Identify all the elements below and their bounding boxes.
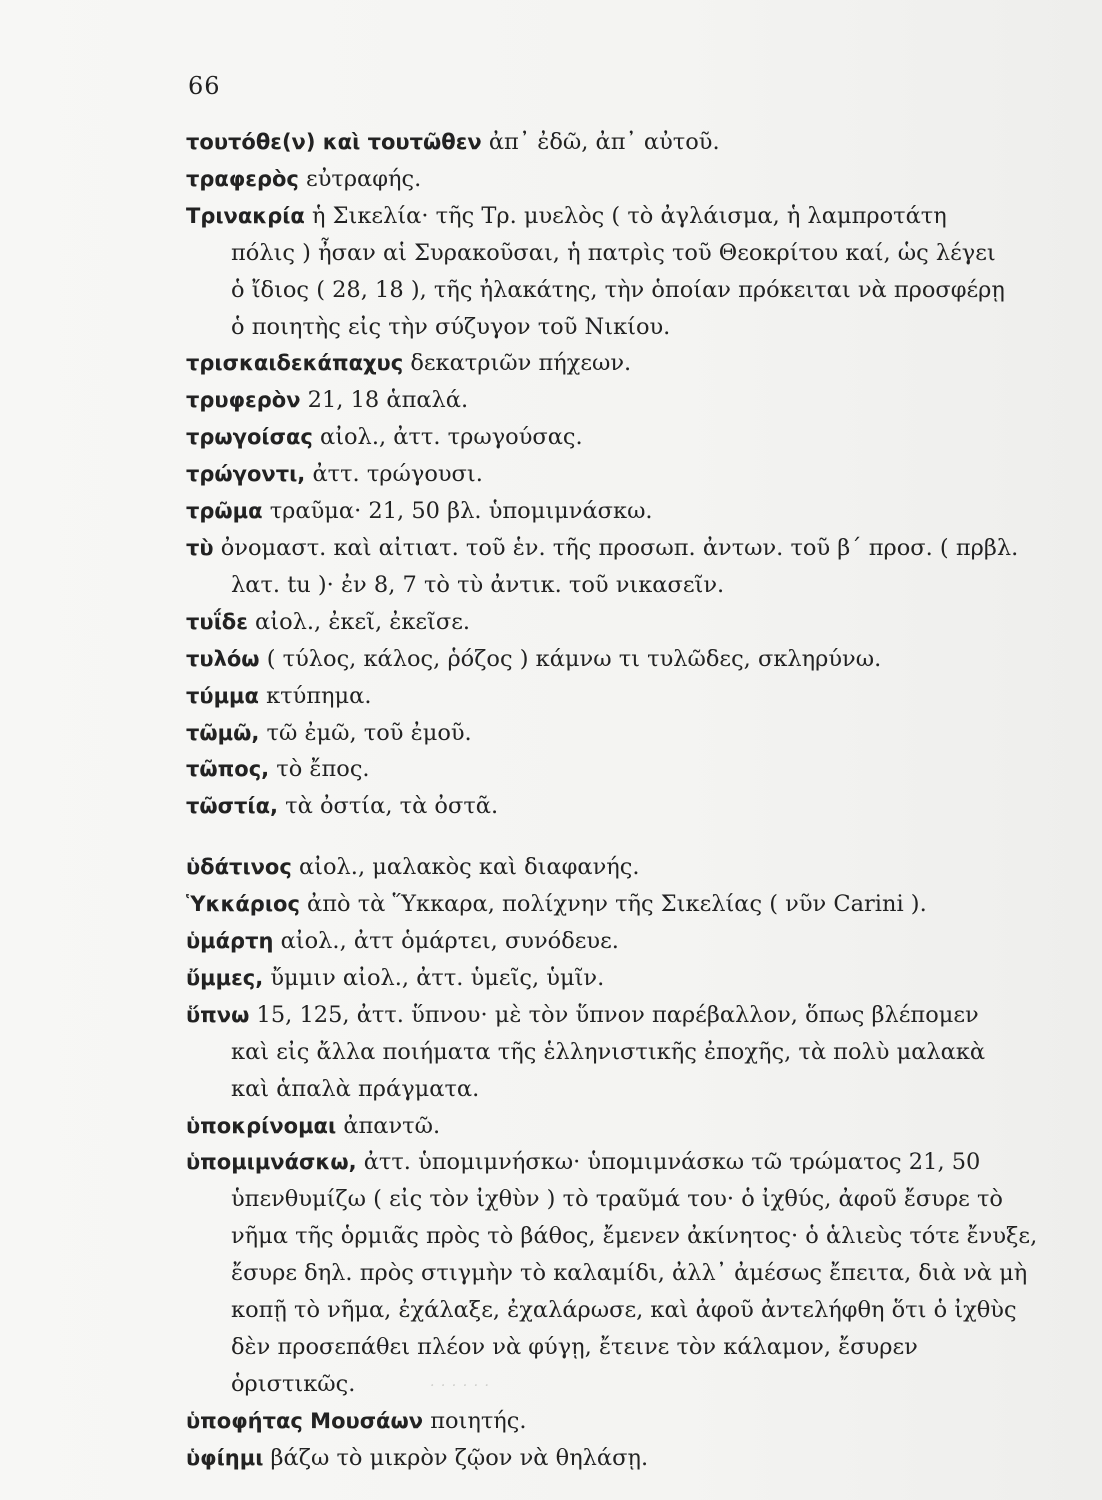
- entry-line: [186, 923, 1046, 960]
- entry-headword: Ὑκκάριος: [186, 892, 300, 917]
- entry-definition: 21, 18 ἁπαλά.: [307, 387, 469, 414]
- entry-headword: τυΐδε: [186, 609, 248, 634]
- entry-definition: ποιητής.: [430, 1407, 527, 1434]
- entry-headword: ὑφίημι: [186, 1445, 264, 1470]
- glossary-entry: [186, 382, 1046, 419]
- entry-headword: τῶπος,: [186, 757, 270, 782]
- entry-line: [186, 1403, 1046, 1440]
- entry-line: [186, 530, 1046, 567]
- entry-continuation: δὲν προσεπάθει πλέον νὰ φύγῃ, ἔτεινε τὸν κάλαμον, ἔσυρεν ὁριστικῶς.: [231, 1334, 918, 1397]
- entry-continuation: πόλις ) ἦσαν αἱ Συρακοῦσαι, ἡ πατρὶς τοῦ Θεοκρίτου καί, ὡς λέγει: [231, 239, 996, 266]
- entry-headword: ὑπομιμνάσκω,: [186, 1150, 357, 1175]
- entry-definition: τὸ ἔπος.: [276, 756, 370, 783]
- glossary-entry: [186, 456, 1046, 493]
- glossary-entry: [186, 493, 1046, 530]
- entry-headword: τρισκαιδεκάπαχυς: [186, 351, 404, 376]
- glossary-entry: [186, 751, 1046, 788]
- glossary-entry: [186, 1144, 1046, 1402]
- entry-headword: ὑποκρίνομαι: [186, 1113, 337, 1138]
- entry-line: [186, 678, 1046, 715]
- entry-headword: τῶμῶ,: [186, 720, 260, 745]
- glossary-entry: [186, 678, 1046, 715]
- entry-headword: ὕπνω: [186, 1002, 250, 1027]
- entry-definition: αἰολ., ἀττ. τρωγούσας.: [320, 424, 583, 451]
- entry-line: [186, 456, 1046, 493]
- entry-line: [186, 715, 1046, 752]
- section-gap: [186, 825, 1046, 849]
- glossary-entry: [186, 923, 1046, 960]
- entry-definition: δεκατριῶν πήχεων.: [410, 350, 632, 377]
- entry-continuation: ὁ ἴδιος ( 28, 18 ), τῆς ἠλακάτης, τὴν ὁποίαν πρόκειται νὰ προσφέρῃ: [231, 276, 1005, 303]
- entry-definition: ἀπαντῶ.: [343, 1112, 441, 1139]
- entry-line: [186, 198, 1046, 235]
- entry-continuation: λατ. tu )· ἐν 8, 7 τὸ τὺ ἀντικ. τοῦ νικασεῖν.: [231, 571, 725, 598]
- entry-definition: ὔμμιν αἰολ., ἀττ. ὑμεῖς, ὑμῖν.: [270, 964, 605, 991]
- entry-continuation: ἔσυρε δηλ. πρὸς στιγμὴν τὸ καλαμίδι, ἀλλ᾽ ἀμέσως ἔπειτα, διὰ νὰ μὴ: [231, 1260, 1028, 1287]
- entry-definition: ( τύλος, κάλος, ῥόζος ) κάμνω τι τυλῶδες, σκληρύνω.: [266, 645, 882, 672]
- glossary-entry: [186, 124, 1046, 161]
- entry-definition: ἀττ. ὑπομιμνήσκω· ὑπομιμνάσκω τῶ τρώματος 21, 50: [363, 1149, 981, 1176]
- entry-headword: τυλόω: [186, 646, 260, 671]
- entry-line: [186, 886, 1046, 923]
- entry-continuation: ὁ ποιητὴς εἰς τὴν σύζυγον τοῦ Νικίου.: [231, 313, 671, 340]
- entry-continuation: νῆμα τῆς ὁρμιᾶς πρὸς τὸ βάθος, ἔμενεν ἀκίνητος· ὁ ἁλιεὺς τότε ἔνυξε,: [231, 1223, 1038, 1250]
- entry-line: [186, 751, 1046, 788]
- entry-line: [186, 960, 1046, 997]
- glossary-entry: [186, 960, 1046, 997]
- glossary-entry: [186, 849, 1046, 886]
- entry-continuation: κοπῇ τὸ νῆμα, ἐχάλαξε, ἐχαλάρωσε, καὶ ἀφοῦ ἀντελήφθη ὅτι ὁ ἰχθὺς: [231, 1297, 1017, 1324]
- entry-line: [186, 641, 1046, 678]
- entry-definition: αἰολ., μαλακὸς καὶ διαφανής.: [298, 854, 640, 881]
- entry-definition: αἰολ., ἐκεῖ, ἐκεῖσε.: [255, 608, 471, 635]
- entry-line: [186, 124, 1046, 161]
- glossary-entry: [186, 419, 1046, 456]
- entry-definition: ἀττ. τρώγουσι.: [312, 461, 483, 488]
- glossary-entry: [186, 715, 1046, 752]
- entry-line: [186, 1144, 1046, 1181]
- entry-headword: τρωγοίσας: [186, 425, 313, 450]
- page-number: 66: [188, 72, 221, 100]
- entry-continuation: ὑπενθυμίζω ( εἰς τὸν ἰχθὺν ) τὸ τραῦμά του· ὁ ἰχθύς, ἀφοῦ ἔσυρε τὸ: [231, 1186, 1003, 1213]
- entry-definition: τραῦμα· 21, 50 βλ. ὑπομιμνάσκω.: [269, 498, 653, 525]
- glossary-entry: [186, 1108, 1046, 1145]
- glossary-entry: [186, 1403, 1046, 1440]
- entry-line: [186, 604, 1046, 641]
- glossary-entry: [186, 345, 1046, 382]
- entry-headword: ὑμάρτη: [186, 929, 274, 954]
- entry-headword: ὑδάτινος: [186, 855, 292, 880]
- entry-definition: αἰολ., ἀττ ὁμάρτει, συνόδευε.: [280, 928, 619, 955]
- entry-definition: ὀνομαστ. καὶ αἰτιατ. τοῦ ἑν. τῆς προσωπ. ἀντων. τοῦ β΄ προσ. ( πρβλ.: [220, 534, 1019, 561]
- entry-definition: εὐτραφής.: [306, 165, 422, 192]
- entry-headword: τραφερὸς: [186, 166, 299, 191]
- entry-definition: ἀπ᾽ ἐδῶ, ἀπ᾽ αὐτοῦ.: [488, 129, 720, 155]
- glossary-entry: [186, 604, 1046, 641]
- entry-line: [186, 493, 1046, 530]
- glossary-entry: [186, 161, 1046, 198]
- entry-headword: τῶστία,: [186, 794, 278, 819]
- entry-line: [186, 419, 1046, 456]
- entry-line: [186, 345, 1046, 382]
- glossary-entry: [186, 530, 1046, 604]
- glossary-entry: [186, 886, 1046, 923]
- entry-line: [186, 1108, 1046, 1145]
- entry-headword: ὑποφήτας Μουσάων: [186, 1408, 424, 1433]
- glossary-entry: [186, 641, 1046, 678]
- entry-headword: τρῶμα: [186, 499, 263, 524]
- entry-definition: τὰ ὀστία, τὰ ὀστᾶ.: [285, 793, 499, 820]
- glossary-entry: [186, 1440, 1046, 1477]
- entry-definition: 15, 125, ἀττ. ὕπνου· μὲ τὸν ὕπνον παρέβαλλον, ὅπως βλέπομεν: [256, 1001, 979, 1028]
- glossary-entries: [186, 124, 1046, 1477]
- entry-headword: τύμμα: [186, 683, 259, 708]
- entry-continuation: καὶ ἁπαλὰ πράγματα.: [231, 1075, 480, 1102]
- glossary-entry: [186, 198, 1046, 346]
- entry-headword: ὔμμες,: [186, 965, 264, 990]
- entry-definition: τῶ ἐμῶ, τοῦ ἐμοῦ.: [266, 719, 472, 746]
- glossary-entry: [186, 997, 1046, 1108]
- entry-continuation: καὶ εἰς ἄλλα ποιήματα τῆς ἑλληνιστικῆς ἐποχῆς, τὰ πολὺ μαλακὰ: [231, 1038, 986, 1065]
- entry-definition: ἀπὸ τὰ Ὕκκαρα, πολίχνην τῆς Σικελίας ( νῦν Carini ).: [307, 891, 927, 918]
- entry-definition: ἡ Σικελία· τῆς Τρ. μυελὸς ( τὸ ἀγλάισμα, ἡ λαμπροτάτη: [312, 202, 947, 229]
- entry-definition: κτύπημα.: [266, 682, 372, 709]
- bleed-through-text: · · · · · ·: [430, 1378, 490, 1394]
- entry-headword: τουτόθε(ν) καὶ τουτῶθεν: [186, 130, 482, 154]
- entry-headword: τρώγοντι,: [186, 462, 306, 487]
- entry-headword: τρυφερὸν: [186, 388, 301, 413]
- entry-line: [186, 849, 1046, 886]
- entry-line: [186, 788, 1046, 825]
- entry-headword: Τρινακρία: [186, 203, 305, 228]
- glossary-entry: [186, 788, 1046, 825]
- entry-headword: τὺ: [186, 535, 214, 560]
- entry-line: [186, 161, 1046, 198]
- entry-line: [186, 382, 1046, 419]
- entry-line: [186, 997, 1046, 1034]
- entry-definition: βάζω τὸ μικρὸν ζῷον νὰ θηλάσῃ.: [270, 1444, 649, 1471]
- entry-line: [186, 1440, 1046, 1477]
